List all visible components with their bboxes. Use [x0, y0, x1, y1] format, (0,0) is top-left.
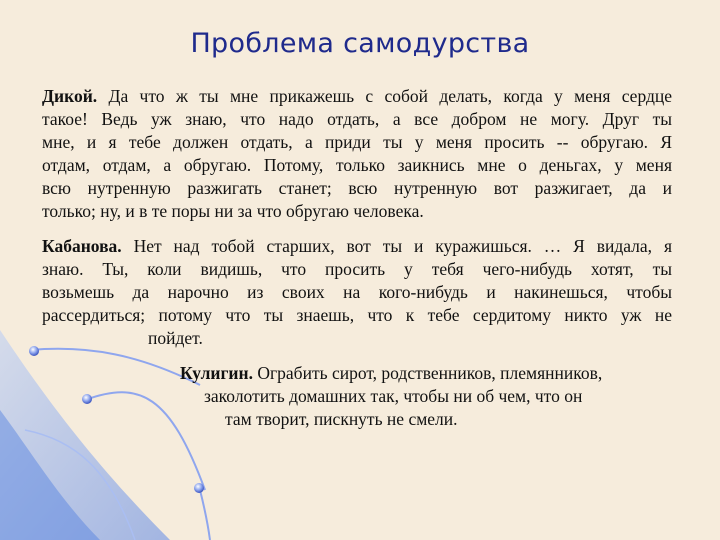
text-line: только; ну, и в те поры ни за что обругаю человека.	[42, 201, 424, 221]
text-line: мне, и я тебе должен отдать, а приди ты у меня просить -- обругаю. Я	[42, 132, 672, 152]
text-line: всю нутренную разжигать станет; всю нутренную вот разжигает, да и	[42, 178, 672, 198]
text-line: рассердиться; потому что ты знаешь, что к тебе сердитому никто уж не	[42, 305, 672, 325]
text-line: Кулигин. Ограбить сирот, родственников, племянников,	[180, 363, 603, 383]
decor-dot-icon	[82, 394, 92, 404]
text-line: Дикой. Да что ж ты мне прикажешь с собой делать, когда у меня сердце	[42, 86, 672, 106]
text-line: отдам, отдам, а обругаю. Потому, только заикнись мне о деньгах, у меня	[42, 155, 672, 175]
text-line: возьмешь да нарочно из своих на кого-нибудь и накинешься, чтобы	[42, 282, 672, 302]
text-line: Кабанова. Нет над тобой старших, вот ты и куражишься. … Я видала, я	[42, 236, 672, 256]
swoosh-curve-1	[30, 349, 200, 385]
swoosh-curve-4	[200, 490, 210, 540]
speaker-kuligin: Кулигин.	[180, 363, 253, 383]
decor-dot-icon	[29, 346, 39, 356]
speaker-kabanova: Кабанова.	[42, 236, 122, 256]
text-line: пойдет.	[148, 328, 203, 348]
text-line: заколотить домашних так, чтобы ни об чем, что он	[204, 386, 583, 406]
speaker-dikoy: Дикой.	[42, 86, 98, 106]
text-line: знаю. Ты, коли видишь, что просить у тебя чего-нибудь хотят, ты	[42, 259, 672, 279]
page-title: Проблема самодурства	[190, 28, 530, 59]
decor-dot-icon	[194, 483, 204, 493]
text-line: такое! Ведь уж знаю, что надо отдать, а все добром не могу. Друг ты	[42, 109, 672, 129]
text-line: там творит, пискнуть не смели.	[225, 409, 458, 429]
